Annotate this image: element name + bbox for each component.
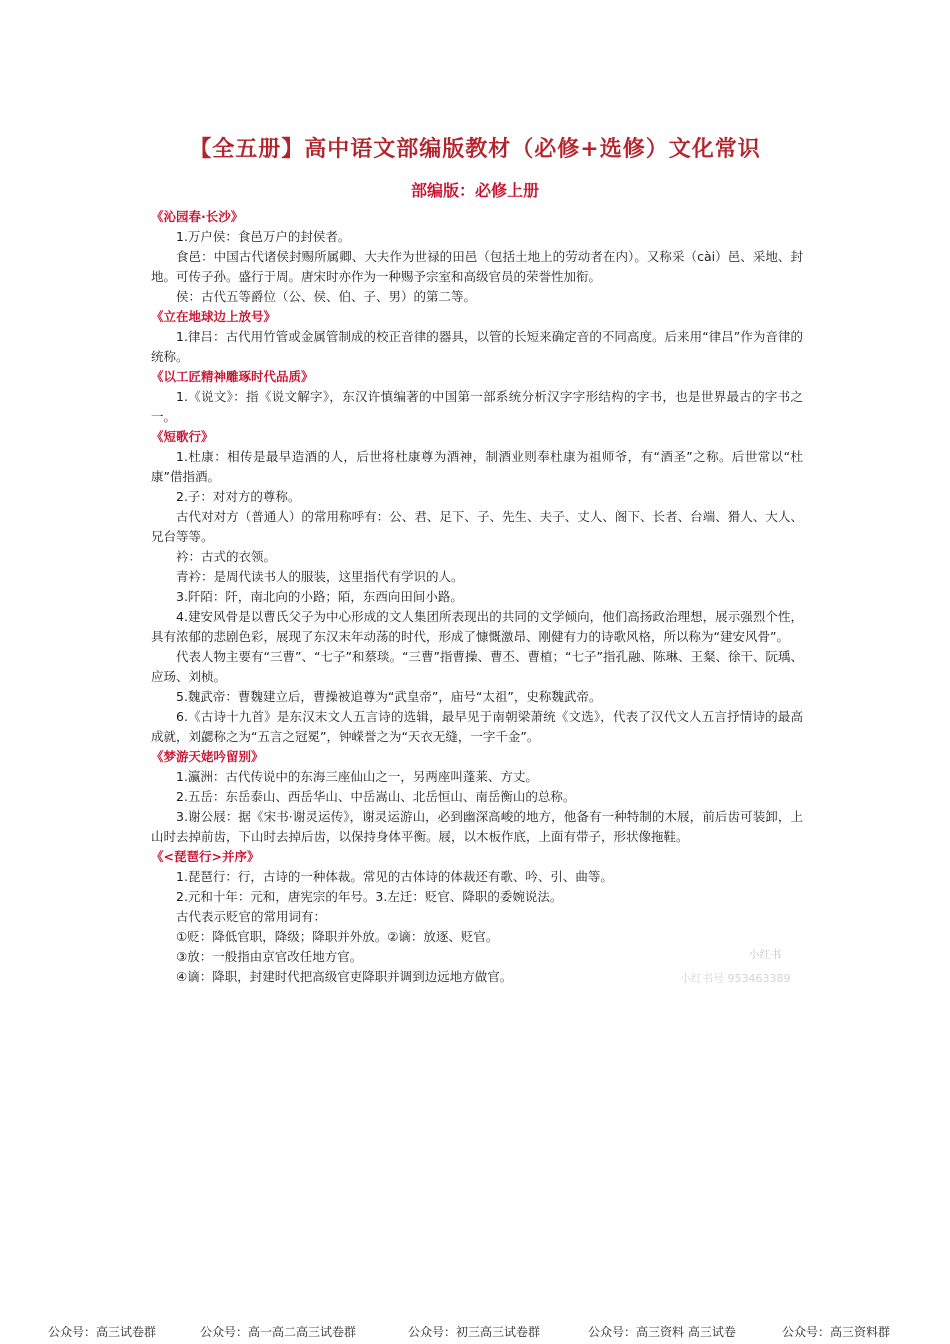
paragraph: 3.谢公屐：据《宋书·谢灵运传》，谢灵运游山，必到幽深高峻的地方，他备有一种特制的木屐，前后齿可装卸，上山时去掉前齿，下山时去掉后齿，以保持身体平衡。屐，以木板作底，上面有带子，形状像拖鞋。 xyxy=(151,809,803,844)
document-title: 【全五册】高中语文部编版教材（必修+选修）文化常识 xyxy=(189,136,761,162)
document-subtitle: 部编版：必修上册 xyxy=(410,181,539,200)
paragraph: 1.琵琶行：行，古诗的一种体裁。常见的古体诗的体裁还有歌、吟、引、曲等。 xyxy=(176,869,613,884)
paragraph: 5.魏武帝：曹魏建立后，曹操被追尊为“武皇帝”，庙号“太祖”，史称魏武帝。 xyxy=(176,689,602,704)
paragraph: 2.子：对对方的尊称。 xyxy=(176,489,301,504)
section xyxy=(151,747,803,847)
paragraph: 古代对对方（普通人）的常用称呼有：公、君、足下、子、先生、夫子、丈人、阁下、长者、台端、猾人、大人、兄台等等。 xyxy=(151,509,803,544)
section xyxy=(151,847,803,987)
paragraph: 侯：古代五等爵位（公、侯、伯、子、男）的第二等。 xyxy=(176,289,477,304)
section xyxy=(151,307,803,367)
paragraph: 1.瀛洲：古代传说中的东海三座仙山之一，另两座叫蓬莱、方丈。 xyxy=(176,769,538,784)
paragraph: 6.《古诗十九首》是东汉末文人五言诗的选辑，最早见于南朝梁萧统《文选》，代表了汉代文人五言抒情诗的最高成就，刘勰称之为“五言之冠冕”，钟嵘誉之为“天衣无缝，一字千金”。 xyxy=(151,709,803,744)
paragraph: 食邑：中国古代诸侯封赐所属卿、大夫作为世禄的田邑（包括土地上的劳动者在内）。又称采（cài）邑、采地、封地。可传子孙。盛行于周。唐宋时亦作为一种赐予宗室和高级官员的荣誉性加衔。 xyxy=(151,249,803,284)
section xyxy=(151,427,803,747)
paragraph: ④谪：降职，封建时代把高级官吏降职并调到边远地方做官。 xyxy=(176,969,513,984)
section-title: 《立在地球边上放号》 xyxy=(151,309,277,324)
paragraph: 3.阡陌：阡，南北向的小路；陌，东西向田间小路。 xyxy=(176,589,463,604)
paragraph: 1.万户侯：食邑万户的封侯者。 xyxy=(176,229,351,244)
section-title: 《沁园春·长沙》 xyxy=(151,209,244,224)
footer-item: 公众号：高三资料 高三试卷 xyxy=(588,1325,736,1339)
section xyxy=(151,367,803,427)
paragraph: 2.五岳：东岳泰山、西岳华山、中岳嵩山、北岳恒山、南岳衡山的总称。 xyxy=(176,789,576,804)
footer-item: 公众号：高一高二高三试卷群 xyxy=(200,1325,357,1339)
document-body xyxy=(151,207,803,987)
section-title: 《梦游天姥吟留别》 xyxy=(151,749,264,764)
section-title: 《以工匠精神雕琢时代品质》 xyxy=(151,369,314,384)
paragraph: ①贬：降低官职，降级；降职并外放。②谪：放逐、贬官。 xyxy=(176,929,499,944)
section-title: 《<琵琶行>并序》 xyxy=(151,849,260,864)
paragraph: ③放：一般指由京官改任地方官。 xyxy=(176,949,363,964)
paragraph: 1.杜康：相传是最早造酒的人，后世将杜康尊为酒神，制酒业则奉杜康为祖师爷，有“酒圣”之称。后世常以“杜康”借指酒。 xyxy=(151,449,803,484)
footer-item: 公众号：高三试卷群 xyxy=(48,1325,157,1339)
paragraph: 青衿：是周代读书人的服装，这里指代有学识的人。 xyxy=(176,569,464,584)
paragraph: 衿：古式的衣领。 xyxy=(176,549,277,564)
paragraph: 1.律吕：古代用竹管或金属管制成的校正音律的器具，以管的长短来确定音的不同高度。后来用“律吕”作为音律的统称。 xyxy=(151,329,803,364)
footer xyxy=(0,1323,950,1341)
paragraph: 2.元和十年：元和，唐宪宗的年号。3.左迁：贬官、降职的委婉说法。 xyxy=(176,889,563,904)
watermark-logo: 小红书 xyxy=(748,948,782,961)
paragraph: 1.《说文》：指《说文解字》，东汉许慎编著的中国第一部系统分析汉字字形结构的字书，也是世界最古的字书之一。 xyxy=(151,389,803,424)
section-title: 《短歌行》 xyxy=(151,429,214,444)
footer-item: 公众号：初三高三试卷群 xyxy=(408,1325,541,1339)
watermark-id: 小红书号 953463389 xyxy=(680,972,791,985)
paragraph: 4.建安风骨是以曹氏父子为中心形成的文人集团所表现出的共同的文学倾向，他们高扬政治理想，展示强烈个性，具有浓郁的悲剧色彩，展现了东汉末年动荡的时代，形成了慷慨激昂、刚健有力的诗歌风格，所以称为“建安风骨”。 xyxy=(151,609,803,644)
paragraph: 古代表示贬官的常用词有： xyxy=(176,909,327,924)
paragraph: 代表人物主要有“三曹”、“七子”和蔡琰。“三曹”指曹操、曹丕、曹植；“七子”指孔融、陈琳、王粲、徐干、阮瑀、应玚、刘桢。 xyxy=(151,649,803,684)
section xyxy=(151,207,803,307)
footer-item: 公众号：高三资料群 xyxy=(782,1325,891,1339)
